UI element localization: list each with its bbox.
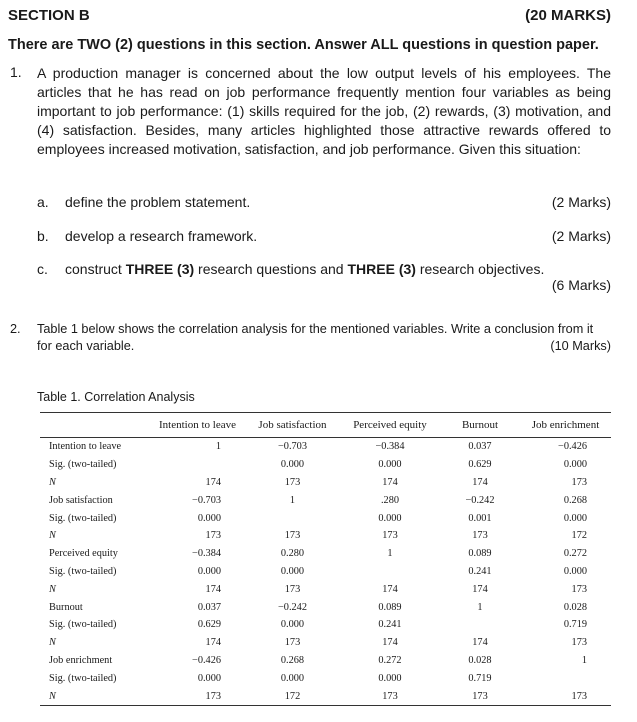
table-cell: .280 bbox=[380, 494, 400, 506]
table-row bbox=[40, 527, 611, 545]
table-cell: 0.000 bbox=[378, 459, 402, 471]
q1-part-b-text: develop a research framework. bbox=[65, 228, 258, 244]
table-cell: 174 bbox=[472, 637, 488, 649]
question-1-number: 1. bbox=[10, 64, 22, 80]
table-cell: 0.037 bbox=[197, 601, 221, 613]
table-cell bbox=[440, 616, 520, 634]
table-cell: 1 bbox=[289, 494, 296, 506]
q1-part-b-letter: b. bbox=[37, 228, 49, 244]
column-header: Job satisfaction bbox=[245, 413, 340, 438]
table-cell: 0.000 bbox=[378, 512, 402, 524]
table-cell bbox=[520, 669, 611, 687]
table-row bbox=[40, 598, 611, 616]
row-label: Intention to leave bbox=[49, 441, 122, 453]
table-cell: 173 bbox=[284, 530, 301, 542]
table-cell: 173 bbox=[571, 637, 587, 649]
table-cell: 0.719 bbox=[563, 619, 587, 631]
table-cell bbox=[340, 563, 440, 581]
table-cell: −0.703 bbox=[278, 441, 307, 453]
row-label: Sig. (two-tailed) bbox=[49, 512, 117, 524]
row-label: Job enrichment bbox=[49, 654, 113, 666]
table-cell: 174 bbox=[205, 476, 221, 488]
table-cell: 173 bbox=[520, 687, 611, 705]
table-row bbox=[40, 669, 611, 687]
table-cell: 0.028 bbox=[468, 654, 492, 666]
column-header: Job enrichment bbox=[520, 413, 611, 438]
table-row bbox=[40, 491, 611, 509]
table-cell: 173 bbox=[571, 476, 587, 488]
row-label: Sig. (two-tailed) bbox=[49, 619, 117, 631]
table-cell: 173 bbox=[382, 530, 398, 542]
table-cell: −0.242 bbox=[278, 601, 307, 613]
table-cell: 172 bbox=[245, 687, 340, 705]
table-cell: 0.629 bbox=[468, 459, 492, 471]
table-cell: 0.241 bbox=[378, 619, 402, 631]
table-row bbox=[40, 456, 611, 474]
table-row bbox=[40, 545, 611, 563]
table-cell: 0.000 bbox=[563, 512, 587, 524]
table-row bbox=[40, 616, 611, 634]
table-cell: 173 bbox=[205, 530, 221, 542]
table-cell: 1 bbox=[215, 441, 221, 453]
table-row bbox=[40, 634, 611, 652]
table-cell: 0.028 bbox=[563, 601, 587, 613]
q1-part-a-marks: (2 Marks) bbox=[551, 194, 611, 210]
row-label: Burnout bbox=[49, 601, 83, 613]
header-blank bbox=[40, 413, 150, 438]
section-title: SECTION B bbox=[8, 7, 90, 24]
table-row bbox=[40, 438, 611, 456]
row-label: N bbox=[40, 687, 150, 705]
q1-part-a-text: define the problem statement. bbox=[65, 194, 251, 210]
table-cell: −0.426 bbox=[192, 654, 221, 666]
table-row bbox=[40, 580, 611, 598]
row-label: N bbox=[49, 530, 56, 542]
table-cell: −0.242 bbox=[465, 494, 495, 506]
row-label: N bbox=[49, 583, 56, 595]
section-marks: (20 MARKS) bbox=[525, 7, 611, 24]
correlation-table bbox=[40, 412, 611, 706]
table-cell: 0.241 bbox=[468, 565, 492, 577]
table-cell: 0.000 bbox=[563, 565, 587, 577]
q1-part-b-marks: (2 Marks) bbox=[551, 228, 611, 244]
table-cell: 0.719 bbox=[468, 672, 492, 684]
table-cell: 0.001 bbox=[468, 512, 492, 524]
table-cell: 0.272 bbox=[378, 654, 402, 666]
q1-part-a-letter: a. bbox=[37, 194, 49, 210]
table-cell: 0.268 bbox=[280, 654, 305, 666]
column-header: Perceived equity bbox=[340, 413, 440, 438]
row-label: N bbox=[49, 476, 56, 488]
table-cell: 174 bbox=[382, 583, 398, 595]
column-header: Burnout bbox=[440, 413, 520, 438]
section-instructions: There are TWO (2) questions in this section. Answer ALL questions in question paper. bbox=[8, 37, 599, 53]
table-cell: 172 bbox=[571, 530, 587, 542]
table-cell: 174 bbox=[472, 476, 488, 488]
table-cell: 0.629 bbox=[197, 619, 221, 631]
column-header: Intention to leave bbox=[150, 413, 245, 438]
table-cell: −0.703 bbox=[192, 494, 221, 506]
table-cell: 0.089 bbox=[468, 548, 492, 560]
table-cell: 0.000 bbox=[280, 672, 305, 684]
table-cell: 173 bbox=[284, 637, 301, 649]
question-2-number: 2. bbox=[10, 322, 21, 336]
table-cell: 0.000 bbox=[197, 512, 221, 524]
table-cell bbox=[150, 456, 245, 474]
table-cell: −0.384 bbox=[375, 441, 405, 453]
table-cell: 0.089 bbox=[378, 601, 402, 613]
row-label: Sig. (two-tailed) bbox=[49, 672, 117, 684]
table-cell: 173 bbox=[340, 687, 440, 705]
table-cell: 1 bbox=[387, 548, 393, 560]
table-cell: 174 bbox=[205, 583, 221, 595]
table-cell: 0.000 bbox=[197, 565, 221, 577]
question-1-text: A production manager is concerned about the low output levels of his employees. The articles that he has read on job performance frequently mention four variables as being important to job performance: (1) skills required for the job, (2) rewards, (3) motivation, and (4) satisfaction. Besides, many articles highlighted those attractive rewards offered to employees increased motivation, satisfaction, and job performance. Given this situation: bbox=[37, 65, 611, 157]
table-cell: 0.268 bbox=[563, 494, 587, 506]
table-cell: 0.000 bbox=[563, 459, 587, 471]
table-row bbox=[40, 652, 611, 670]
table-cell: 0.000 bbox=[378, 672, 402, 684]
table-cell: 174 bbox=[205, 637, 221, 649]
table-cell: 174 bbox=[472, 583, 488, 595]
row-label: N bbox=[49, 637, 56, 649]
table-cell: 0.272 bbox=[563, 548, 587, 560]
question-2-marks: (10 Marks) bbox=[550, 339, 611, 353]
table-cell: −0.426 bbox=[558, 441, 587, 453]
question-2-text: Table 1 below shows the correlation analysis for the mentioned variables. Write a conclusion from it for each variable. bbox=[37, 322, 594, 353]
table-caption: Table 1. Correlation Analysis bbox=[37, 390, 195, 404]
table-cell: 174 bbox=[382, 476, 398, 488]
table-row bbox=[40, 509, 611, 527]
table-cell: 173 bbox=[440, 687, 520, 705]
q1-part-c-marks: (6 Marks) bbox=[551, 277, 611, 293]
table-cell: 0.000 bbox=[280, 459, 305, 471]
table-row bbox=[40, 474, 611, 492]
table-cell: 0.037 bbox=[468, 441, 492, 453]
table-cell: 173 bbox=[284, 583, 301, 595]
q1-part-c-letter: c. bbox=[37, 261, 48, 277]
table-row bbox=[40, 563, 611, 581]
table-cell: 0.000 bbox=[197, 672, 221, 684]
table-cell: −0.384 bbox=[192, 548, 221, 560]
table-cell: 173 bbox=[284, 476, 301, 488]
table-row bbox=[40, 687, 611, 705]
row-label: Perceived equity bbox=[49, 548, 118, 560]
table-cell: 173 bbox=[150, 687, 245, 705]
table-cell: 173 bbox=[472, 530, 488, 542]
table-cell: 0.280 bbox=[280, 548, 305, 560]
table-header-row bbox=[40, 413, 611, 438]
table-cell bbox=[245, 509, 340, 527]
row-label: Job satisfaction bbox=[49, 494, 113, 506]
table-cell: 1 bbox=[477, 601, 483, 613]
table-cell: 173 bbox=[571, 583, 587, 595]
table-cell: 0.000 bbox=[280, 619, 305, 631]
table-cell: 0.000 bbox=[280, 565, 305, 577]
table-cell: 174 bbox=[382, 637, 398, 649]
table-cell: 1 bbox=[581, 654, 587, 666]
q1-part-c-text: construct THREE (3) research questions and THREE (3) research objectives. bbox=[65, 261, 545, 277]
row-label: Sig. (two-tailed) bbox=[49, 565, 117, 577]
row-label: Sig. (two-tailed) bbox=[49, 459, 117, 471]
